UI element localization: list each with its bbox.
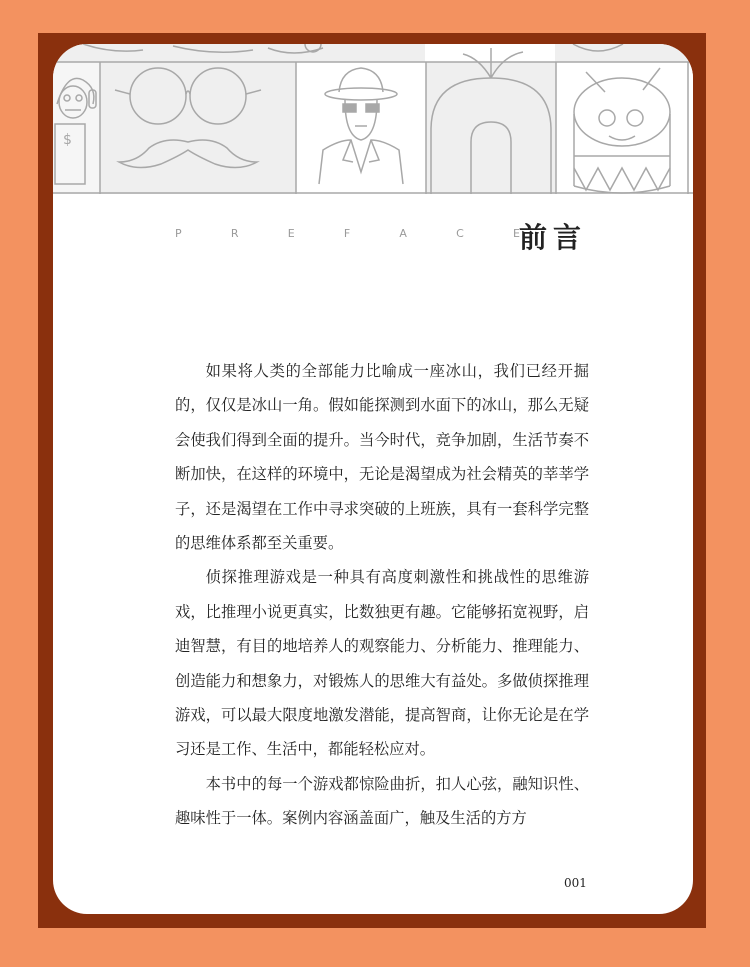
preface-letter: A <box>399 227 407 240</box>
svg-text:$: $ <box>63 132 72 148</box>
preface-spaced-label <box>175 227 520 240</box>
cell-glasses-mustache <box>100 62 296 194</box>
paragraph: 如果将人类的全部能力比喻成一座冰山，我们已经开掘的，仅仅是冰山一角。假如能探测到水面下的冰山，那么无疑会使我们得到全面的提升。当今时代，竞争加剧，生活节奏不断加快，在这样的环境中，无论是渴望成为社会精英的莘莘学子，还是渴望在工作中寻求突破的上班族，具有一套科学完整的思维体系都至关重要。 <box>175 362 589 553</box>
paragraph: 侦探推理游戏是一种具有高度刺激性和挑战性的思维游戏，比推理小说更真实，比数独更有趣。它能够拓宽视野，启迪智慧，有目的地培养人的观察能力、分析能力、推理能力、创造能力和想象力，对锻炼人的思维大有益处。多做侦探推理游戏，可以最大限度地激发潜能，提高智商，让你无论是在学习还是工作、生活中，都能轻松应对。 <box>175 568 589 759</box>
page-title: 前言 <box>519 221 588 254</box>
book-page <box>53 44 693 914</box>
preface-letter: P <box>175 227 182 240</box>
preface-letter: E <box>513 227 520 240</box>
cell-arch <box>426 62 556 194</box>
preface-letter: E <box>287 227 295 240</box>
preface-letter: R <box>230 227 239 240</box>
page-number: 001 <box>564 876 587 890</box>
header-illustration-banner <box>53 44 693 194</box>
cell-robot <box>53 62 100 194</box>
paragraph: 本书中的每一个游戏都惊险曲折，扣人心弦，融知识性、趣味性于一体。案例内容涵盖面广，触及生活的方方 <box>175 774 589 828</box>
body-text <box>175 354 589 836</box>
preface-letter: F <box>343 227 351 240</box>
preface-letter: C <box>456 227 464 240</box>
